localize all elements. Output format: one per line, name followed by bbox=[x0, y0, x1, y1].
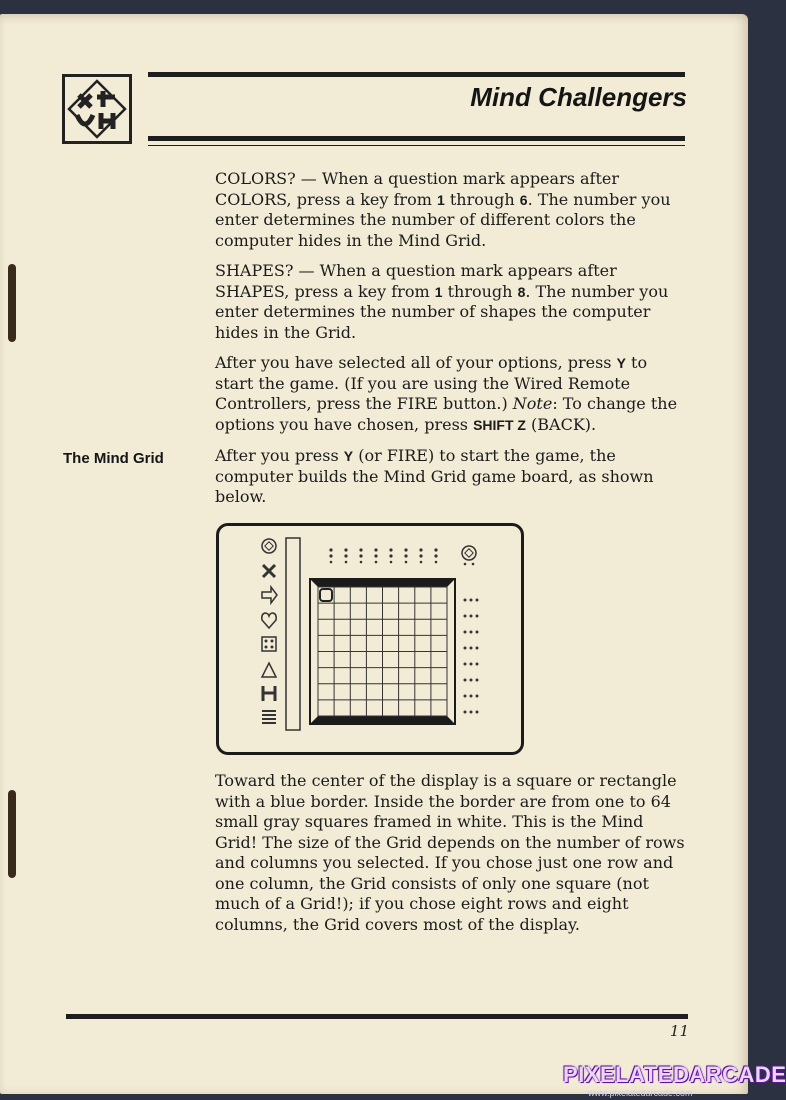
x-icon bbox=[263, 565, 275, 577]
paragraph-colors: COLORS? — When a question mark appears after COLORS, press a key from 1 through 6. The number you enter determines the number of different colors the computer hides in the Mind Grid. bbox=[215, 169, 671, 250]
logo bbox=[62, 74, 132, 144]
h-icon bbox=[263, 686, 275, 701]
mind-grid bbox=[310, 579, 455, 724]
paragraph-center: Toward the center of the display is a square or rectangle with a blue border. Inside the border are from one to 64 small gray squares framed in white. This is the Mind Grid! The size of the Grid depends on the number of rows and columns you selected. If you chose just one row and one column, the Grid consists of only one square (not much of a Grid!); if you chose eight rows and eight columns, the Grid covers most of the display. bbox=[215, 771, 685, 934]
binding-hole-top bbox=[8, 264, 16, 342]
grid-cursor bbox=[320, 589, 332, 601]
game-board-illustration bbox=[219, 526, 521, 752]
triangle-icon bbox=[262, 663, 276, 677]
page-title: Mind Challengers bbox=[470, 82, 687, 112]
page-number: 11 bbox=[669, 1022, 689, 1040]
header-rule-bottom bbox=[148, 136, 685, 141]
watermark-url: www.pixelatedarcade.com bbox=[588, 1088, 693, 1098]
game-screen-figure bbox=[216, 523, 524, 755]
sidebar-heading: The Mind Grid bbox=[63, 450, 164, 467]
feedback-dots bbox=[464, 599, 479, 714]
watermark-logo: PIXELATEDARCADE bbox=[563, 1062, 786, 1087]
bars-icon bbox=[262, 711, 276, 723]
indicator-icon bbox=[462, 546, 476, 565]
paragraph-shapes: SHAPES? — When a question mark appears after SHAPES, press a key from 1 through 8. The number you enter determines the number of shapes the computer hides in the Grid. bbox=[215, 261, 669, 342]
header-rule-thin bbox=[148, 145, 685, 146]
paragraph-options: After you have selected all of your options, press Y to start the game. (If you are using the Wired Remote Controllers, press the FIRE button.) Note: To change the options you have chosen, press SHIFT Z (BACK). bbox=[215, 353, 678, 434]
dice-icon bbox=[262, 637, 276, 651]
target-icon bbox=[262, 539, 276, 553]
top-dot-row bbox=[329, 548, 437, 563]
paragraph-mind-grid: After you press Y (or FIRE) to start the game, the computer builds the Mind Grid game board, as shown below. bbox=[215, 446, 654, 506]
arrow-icon bbox=[262, 587, 277, 603]
header-rule-top bbox=[148, 72, 685, 77]
binding-hole-bottom bbox=[8, 790, 16, 878]
selection-strip bbox=[286, 538, 300, 730]
heart-icon bbox=[262, 613, 276, 628]
logo-icon bbox=[65, 77, 129, 141]
footer-rule bbox=[66, 1014, 688, 1019]
